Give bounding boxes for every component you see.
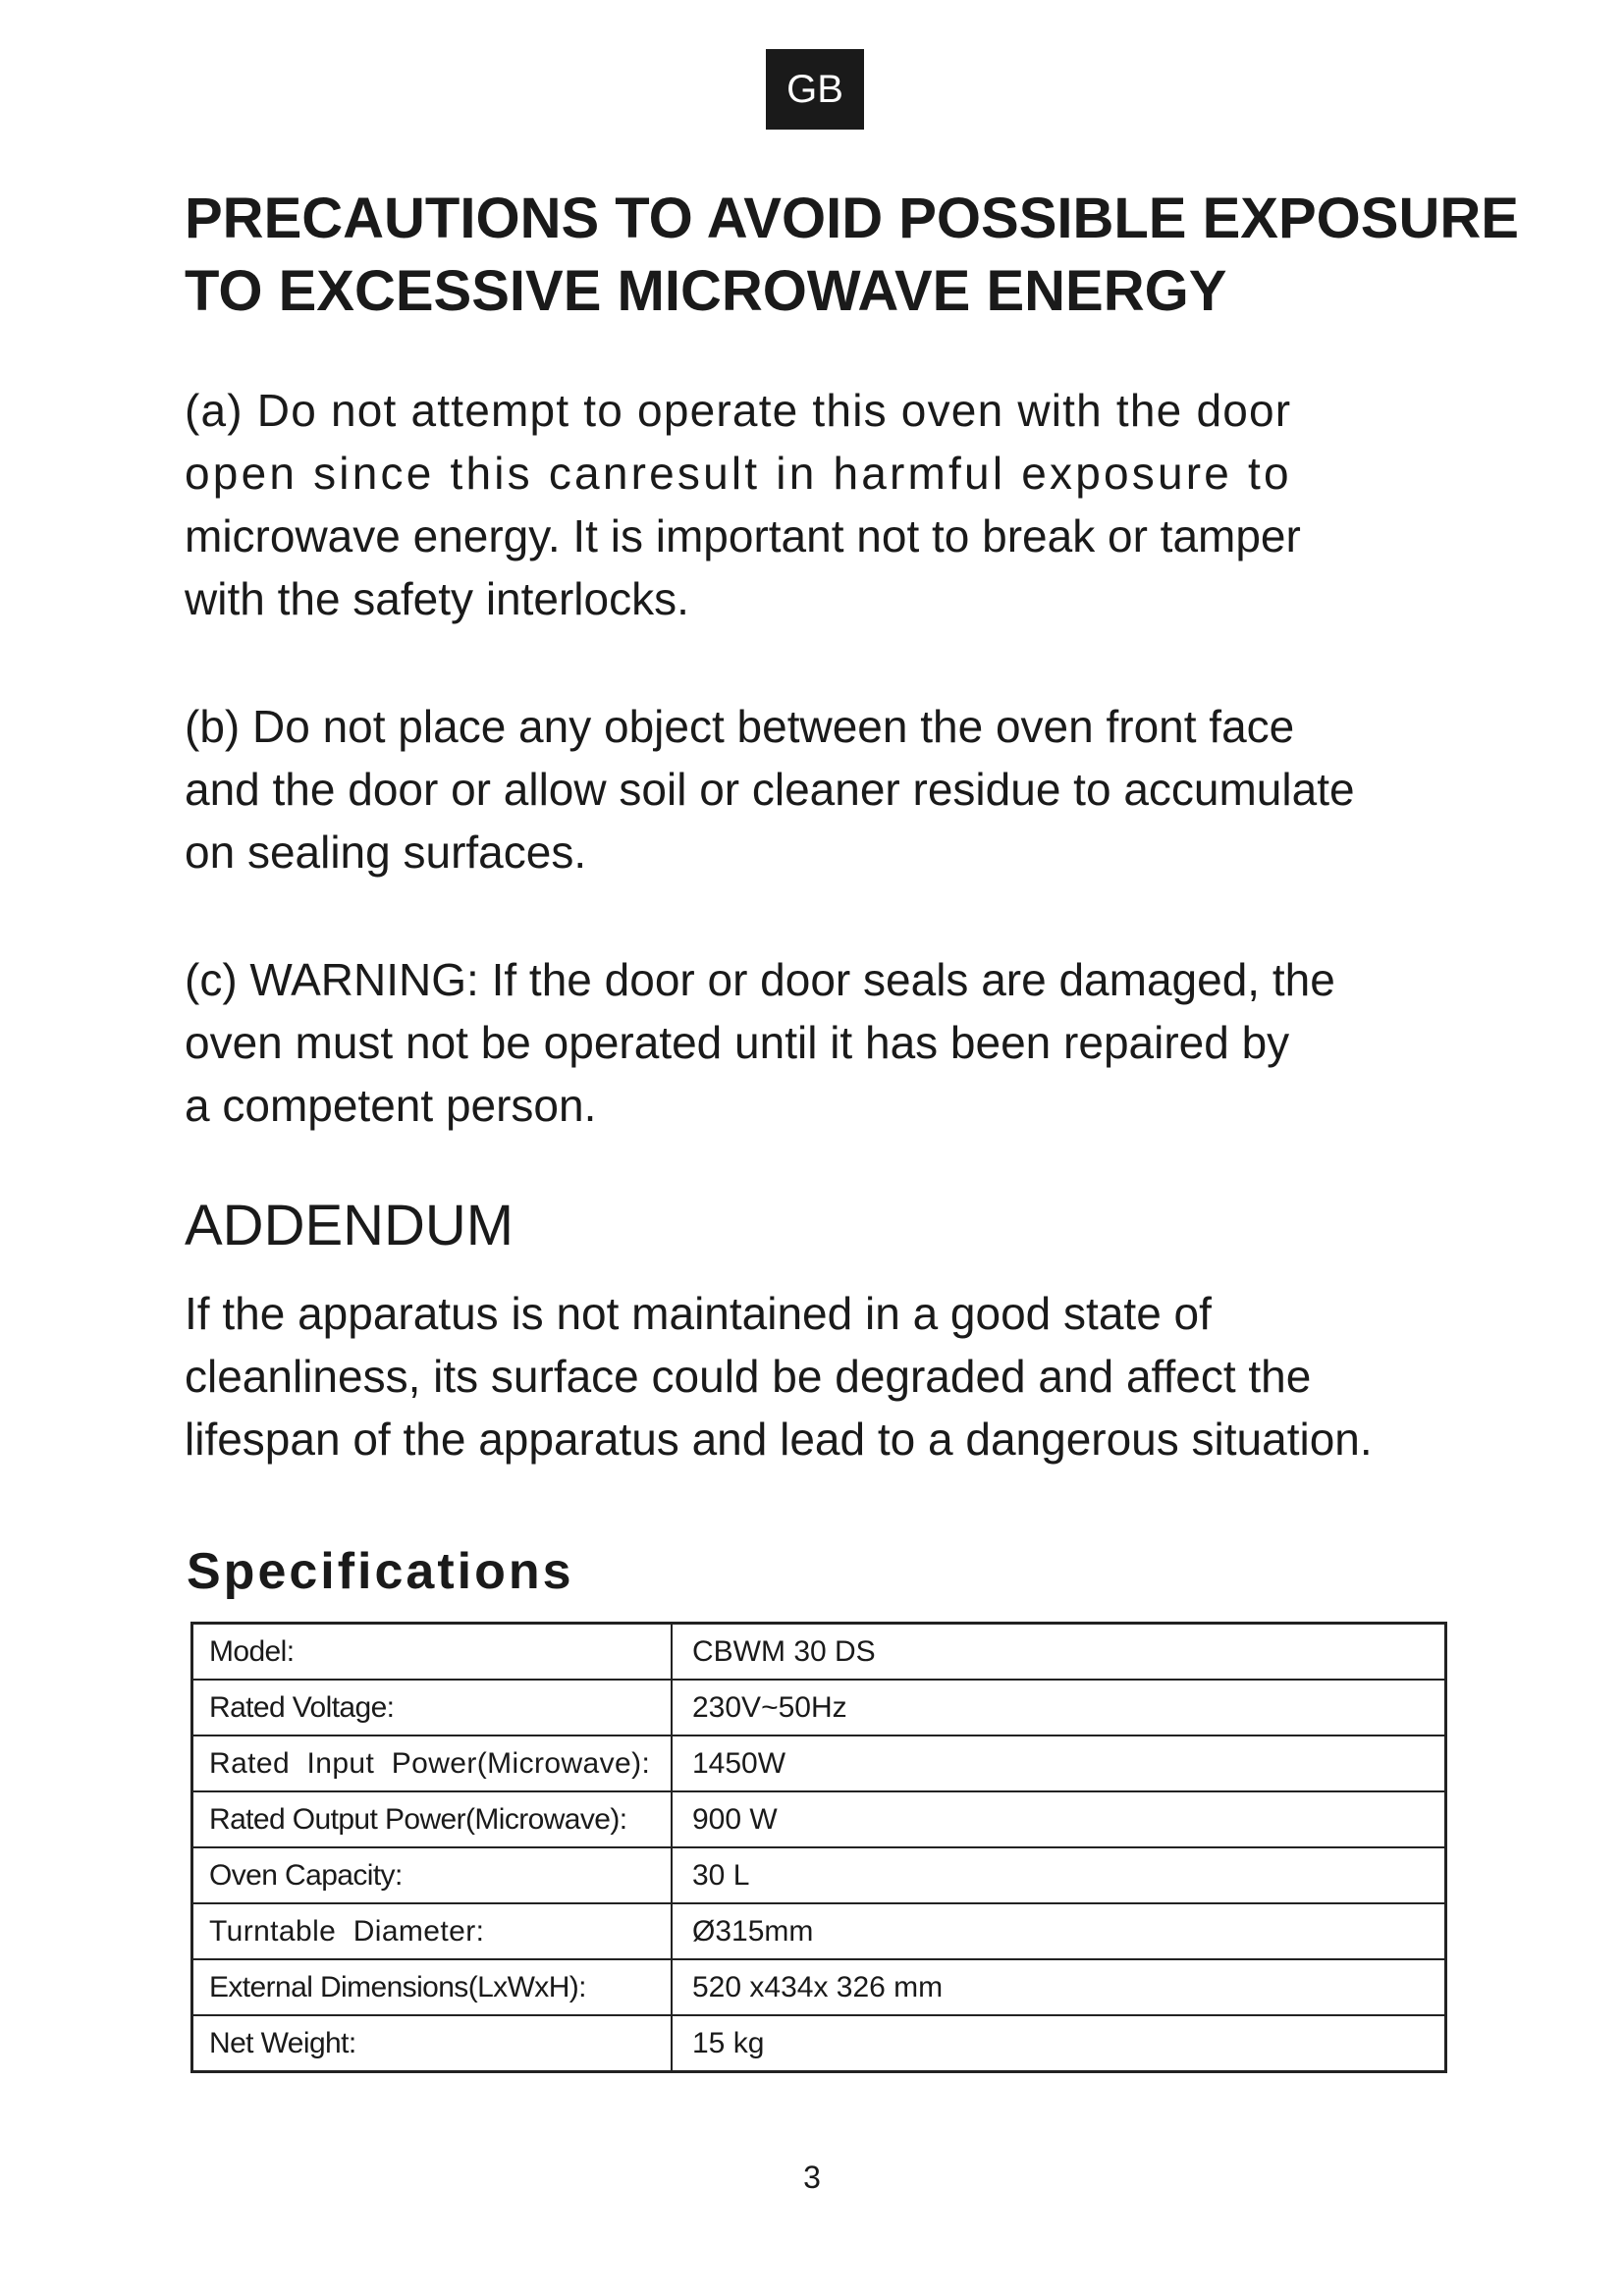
spec-label-turntable-diameter: Turntable Diameter: bbox=[192, 1903, 673, 1959]
table-row bbox=[192, 1847, 1446, 1903]
precaution-c-warning bbox=[185, 948, 1559, 1137]
spec-value-external-dimensions: 520 x434x 326 mm bbox=[672, 1959, 1446, 2015]
precaution-c-line-2: oven must not be operated until it has been repaired by bbox=[185, 1017, 1290, 1068]
addendum-text bbox=[185, 1282, 1559, 1470]
spec-label-net-weight: Net Weight: bbox=[192, 2015, 673, 2072]
page-title bbox=[185, 183, 1559, 328]
spec-label-rated-voltage: Rated Voltage: bbox=[192, 1680, 673, 1735]
addendum-line-2: cleanliness, its surface could be degraded and affect the bbox=[185, 1351, 1312, 1402]
table-row bbox=[192, 2015, 1446, 2072]
spec-label-rated-input-power: Rated Input Power(Microwave): bbox=[192, 1735, 673, 1791]
precaution-a-line-3: microwave energy. It is important not to break or tamper bbox=[185, 510, 1301, 561]
table-row bbox=[192, 1959, 1446, 2015]
precaution-c-line-1: (c) WARNING: If the door or door seals are damaged, the bbox=[185, 954, 1335, 1005]
spec-value-rated-output-power: 900 W bbox=[672, 1791, 1446, 1847]
spec-label-external-dimensions: External Dimensions(LxWxH): bbox=[192, 1959, 673, 2015]
table-row bbox=[192, 1624, 1446, 1681]
precaution-a-line-2: open since this canresult in harmful exposure to bbox=[185, 448, 1292, 499]
spec-value-net-weight: 15 kg bbox=[672, 2015, 1446, 2072]
page-number: 3 bbox=[803, 2160, 821, 2195]
addendum-line-1: If the apparatus is not maintained in a good state of bbox=[185, 1288, 1212, 1339]
addendum-line-3: lifespan of the apparatus and lead to a dangerous situation. bbox=[185, 1414, 1373, 1465]
spec-value-model: CBWM 30 DS bbox=[672, 1624, 1446, 1681]
spec-value-turntable-diameter: Ø315mm bbox=[672, 1903, 1446, 1959]
precaution-b bbox=[185, 695, 1559, 883]
precaution-b-line-1: (b) Do not place any object between the oven front face bbox=[185, 701, 1295, 752]
spec-label-rated-output-power: Rated Output Power(Microwave): bbox=[192, 1791, 673, 1847]
specifications-heading: Specifications bbox=[187, 1543, 574, 1600]
addendum-heading: ADDENDUM bbox=[185, 1194, 514, 1257]
precaution-a-line-4: with the safety interlocks. bbox=[185, 573, 689, 624]
spec-value-rated-input-power: 1450W bbox=[672, 1735, 1446, 1791]
precaution-c-line-3: a competent person. bbox=[185, 1080, 597, 1131]
page-title-line-1: PRECAUTIONS TO AVOID POSSIBLE EXPOSURE bbox=[185, 187, 1519, 250]
spec-value-oven-capacity: 30 L bbox=[672, 1847, 1446, 1903]
spec-label-model: Model: bbox=[192, 1624, 673, 1681]
spec-label-oven-capacity: Oven Capacity: bbox=[192, 1847, 673, 1903]
precaution-b-line-2: and the door or allow soil or cleaner residue to accumulate bbox=[185, 764, 1355, 815]
table-row bbox=[192, 1903, 1446, 1959]
table-row bbox=[192, 1791, 1446, 1847]
page-title-line-2: TO EXCESSIVE MICROWAVE ENERGY bbox=[185, 259, 1227, 323]
specifications-table bbox=[190, 1622, 1447, 2073]
spec-value-rated-voltage: 230V~50Hz bbox=[672, 1680, 1446, 1735]
table-row bbox=[192, 1680, 1446, 1735]
precaution-a-line-1: (a) Do not attempt to operate this oven with the door bbox=[185, 385, 1292, 436]
precaution-a bbox=[185, 379, 1559, 630]
language-badge: GB bbox=[766, 49, 864, 130]
precaution-b-line-3: on sealing surfaces. bbox=[185, 827, 587, 878]
table-row bbox=[192, 1735, 1446, 1791]
